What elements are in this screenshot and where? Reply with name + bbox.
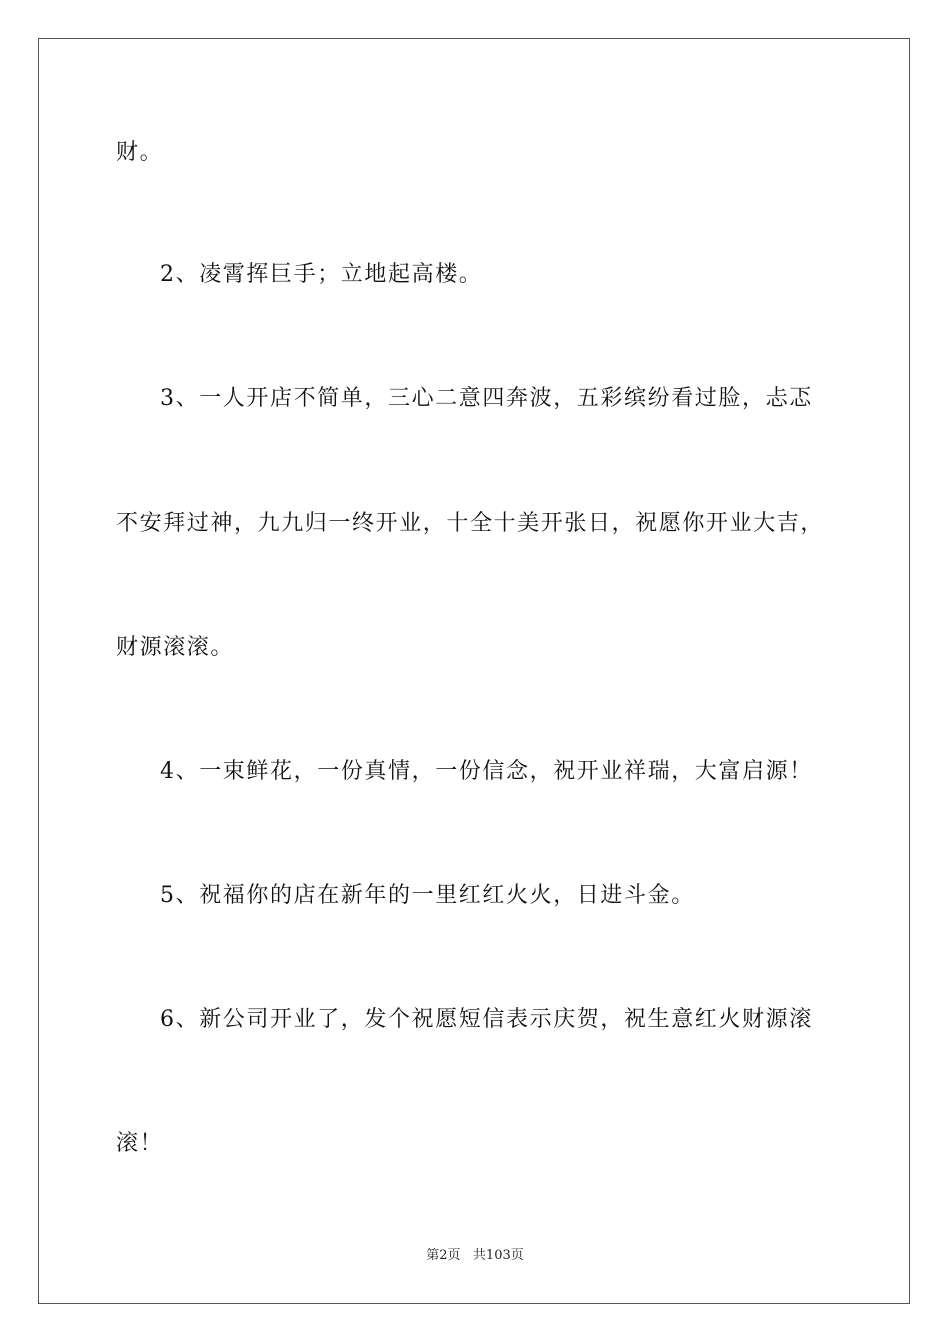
- page-frame: [38, 38, 910, 1304]
- paragraph-3-line-3: 财源滚滚。: [116, 635, 235, 660]
- text-line-1: 财。: [116, 140, 164, 165]
- paragraph-2: 2、凌霄挥巨手；立地起高楼。: [160, 262, 483, 287]
- paragraph-5: 5、祝福你的店在新年的一里红红火火，日进斗金。: [160, 883, 695, 908]
- paragraph-6-line-2: 滚！: [116, 1131, 164, 1156]
- paragraph-6-line-1: 6、新公司开业了，发个祝愿短信表示庆贺，祝生意红火财源滚: [160, 1007, 813, 1032]
- paragraph-3-line-2: 不安拜过神，九九归一终开业，十全十美开张日，祝愿你开业大吉，: [116, 511, 825, 536]
- paragraph-4: 4、一束鲜花，一份真情，一份信念，祝开业祥瑞，大富启源！: [160, 759, 813, 784]
- page-number-footer: 第2页 共103页: [426, 1248, 524, 1263]
- paragraph-3-line-1: 3、一人开店不简单，三心二意四奔波，五彩缤纷看过脸，忐忑: [160, 386, 813, 411]
